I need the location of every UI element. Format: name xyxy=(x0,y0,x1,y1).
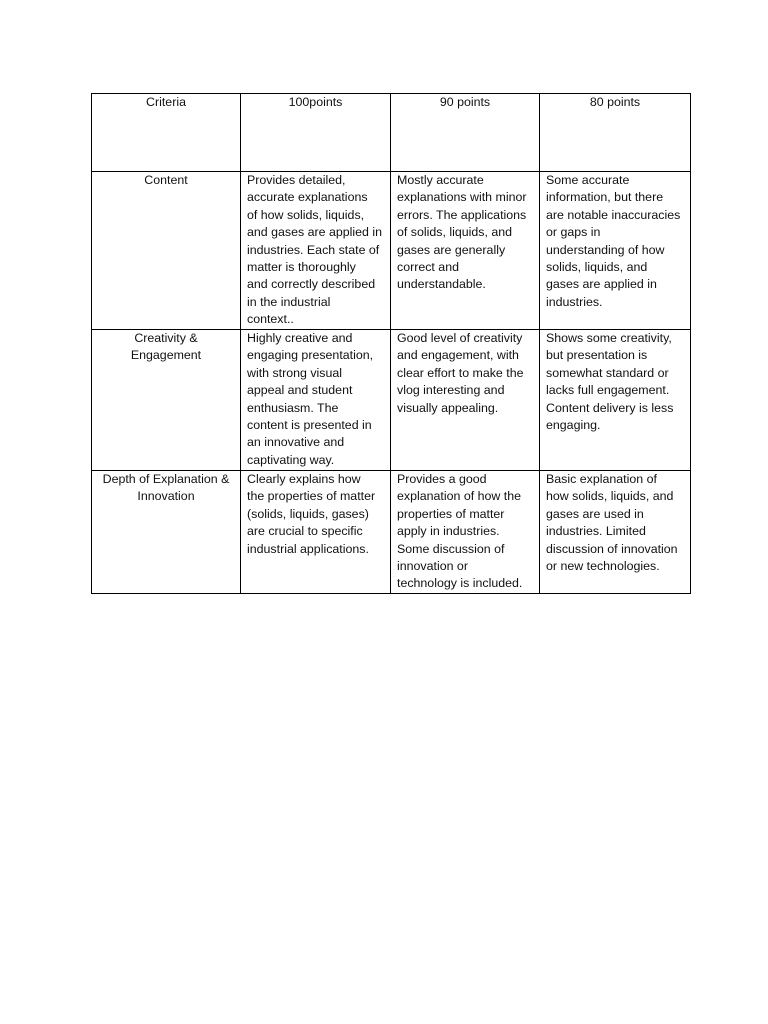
level-90-cell xyxy=(391,172,540,330)
criterion-cell xyxy=(92,471,241,594)
header-cell-criteria xyxy=(92,94,241,172)
header-criteria-label: Criteria xyxy=(146,95,186,109)
level-80-cell xyxy=(540,172,691,330)
level-100-description: Provides detailed, accurate explanations of how solids, liquids, and gases are applied in industries. Each state of matter is thoroughly and correctly described in the industrial context.. xyxy=(247,173,383,327)
header-80-points-label: 80 points xyxy=(589,95,641,109)
level-100-cell xyxy=(241,172,391,330)
header-90-points-label: 90 points xyxy=(439,95,491,109)
level-80-description: Basic explanation of how solids, liquids, and gases are used in industries. Limited discussion of innovation or new technologies. xyxy=(546,472,678,574)
table-row-depth xyxy=(92,471,691,594)
header-100-points-label: 100points xyxy=(288,95,343,109)
criterion-cell xyxy=(92,172,241,330)
criterion-label: Content xyxy=(144,173,188,187)
level-100-cell xyxy=(241,471,391,594)
level-100-description: Highly creative and engaging presentation, with strong visual appeal and student enthusiasm. The content is presented in an innovative and captivating way. xyxy=(247,331,374,467)
table-row-creativity xyxy=(92,330,691,471)
level-80-cell xyxy=(540,471,691,594)
criterion-cell xyxy=(92,330,241,471)
criterion-label: Depth of Explanation & Innovation xyxy=(102,472,230,504)
criterion-label: Creativity & Engagement xyxy=(130,331,202,363)
level-100-cell xyxy=(241,330,391,471)
level-80-description: Some accurate information, but there are notable inaccuracies or gaps in understanding of how solids, liquids, and gases are applied in industries. xyxy=(546,173,681,309)
table-row-content xyxy=(92,172,691,330)
level-90-description: Mostly accurate explanations with minor errors. The applications of solids, liquids, and gases are generally correct and understandable. xyxy=(397,173,527,292)
table-header-row xyxy=(92,94,691,172)
header-cell-80-points xyxy=(540,94,691,172)
rubric-table xyxy=(91,93,691,594)
header-cell-90-points xyxy=(391,94,540,172)
level-100-description: Clearly explains how the properties of matter (solids, liquids, gases) are crucial to specific industrial applications. xyxy=(247,472,376,556)
header-cell-100-points xyxy=(241,94,391,172)
level-90-description: Good level of creativity and engagement, with clear effort to make the vlog interesting and visually appealing. xyxy=(397,331,524,415)
level-80-cell xyxy=(540,330,691,471)
level-90-cell xyxy=(391,330,540,471)
level-80-description: Shows some creativity, but presentation is somewhat standard or lacks full engagement. Content delivery is less engaging. xyxy=(546,331,674,433)
level-90-description: Provides a good explanation of how the properties of matter apply in industries. Some discussion of innovation or technology is included. xyxy=(397,472,523,591)
level-90-cell xyxy=(391,471,540,594)
